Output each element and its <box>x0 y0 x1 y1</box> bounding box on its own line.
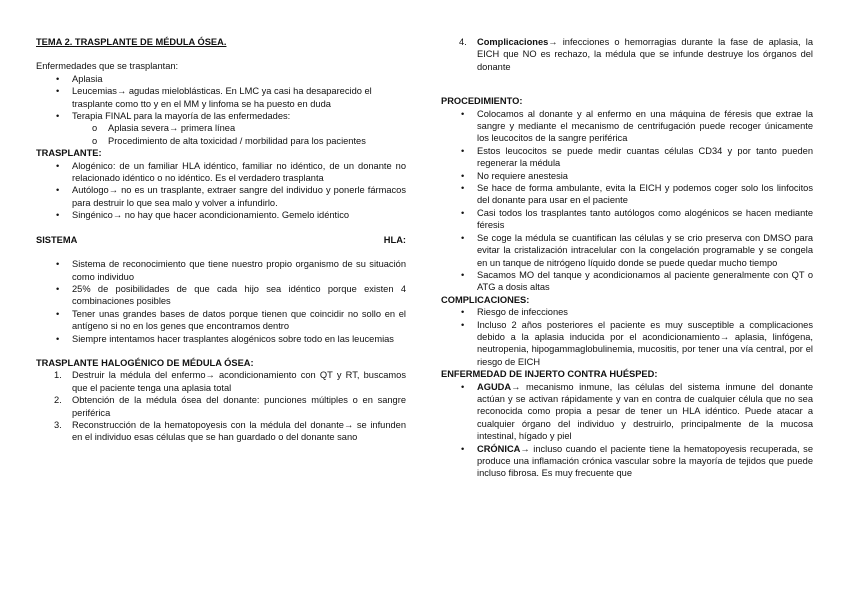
list-item: • Terapia FINAL para la mayoría de las enfermedades: <box>36 110 406 122</box>
list-item: • Riesgo de infecciones <box>441 306 813 318</box>
diseases-list <box>36 73 406 123</box>
list-item: • Siempre intentamos hacer trasplantes alogénicos sobre todo en las leucemias <box>36 333 406 345</box>
list-item: • Se hace de forma ambulante, evita la EICH y podemos coger solo los linfocitos del donante para usar en el paciente <box>441 182 813 207</box>
step-label: Complicaciones→ <box>477 37 558 47</box>
step-number: 2. <box>54 395 62 406</box>
step-number: 4. <box>459 37 467 47</box>
sistema-heading-left: SISTEMA <box>36 234 78 245</box>
procedimiento-list <box>441 108 813 294</box>
step-number: 3. <box>54 419 62 430</box>
eich-label: AGUDA→ <box>477 381 521 392</box>
document-title: TEMA 2. TRASPLANTE DE MÉDULA ÓSEA. <box>36 37 227 47</box>
step-number: 1. <box>54 370 62 381</box>
list-item: • Se coge la médula se cuantifican las células y se crio preserva con DMSO para evitar la cristalización intracelular con la congelación programable y se congela en un tanque de nitrógeno líquido donde se puede quedar mucho tiempo <box>441 232 813 269</box>
right-column <box>441 36 813 480</box>
complicaciones-list <box>441 306 813 368</box>
trasplante-heading: TRASPLANTE: <box>36 148 102 159</box>
eich-list <box>441 381 813 480</box>
list-item: • Alogénico: de un familiar HLA idéntico, familiar no idéntico, de un donante no relacionado idéntico o no idéntico. Es el verdadero trasplanta <box>36 160 406 185</box>
therapy-sublist <box>36 122 406 147</box>
list-item: • Autólogo→ no es un trasplante, extraer sangre del individuo y ponerle fármacos para destruir lo que sea malo y volver a infundirlo. <box>36 184 406 209</box>
list-item <box>36 394 406 419</box>
list-item <box>36 419 406 444</box>
left-column <box>36 36 406 444</box>
list-item <box>36 369 406 394</box>
step-text: Reconstrucción de la hematopoyesis con la médula del donante→ se infunden en el individuo esas células que se han guardado o del donante sano <box>72 419 406 443</box>
trasplante-list <box>36 160 406 222</box>
procedimiento-heading: PROCEDIMIENTO: <box>441 96 523 107</box>
list-item: o Aplasia severa→ primera línea <box>36 122 406 134</box>
step-text: Obtención de la médula ósea del donante: punciones múltiples o en sangre periférica <box>72 395 406 418</box>
list-item: • Casi todos los trasplantes tanto autólogos como alogénicos se hacen mediante féresis <box>441 207 813 232</box>
sistema-hla-heading <box>36 234 406 246</box>
eich-heading: ENFERMEDAD DE INJERTO CONTRA HUÉSPED: <box>441 369 658 380</box>
list-item: • Aplasia <box>36 73 406 85</box>
list-item <box>441 381 813 443</box>
list-item: • Sacamos MO del tanque y acondicionamos al paciente generalmente con QT o ATG a dosis altas <box>441 269 813 294</box>
halogenico-heading: TRASPLANTE HALOGÉNICO DE MÉDULA ÓSEA: <box>36 357 254 368</box>
list-item: o Procedimiento de alta toxicidad / morbilidad para los pacientes <box>36 135 406 147</box>
diseases-intro: Enfermedades que se trasplantan: <box>36 61 179 72</box>
sistema-list <box>36 258 406 345</box>
halogenico-steps <box>36 369 406 443</box>
step-text: infecciones o hemorragias durante la fase de aplasia, la EICH que NO es rechazo, la médula que se infunde destruye los órganos del donante <box>477 37 813 72</box>
eich-label: CRÓNICA→ <box>477 443 530 454</box>
list-item: • Incluso 2 años posteriores el paciente es muy susceptible a complicaciones debido a la aplasia inducida por el acondicionamiento→ aplasia, linfógena, neutropenia, hipogammaglobulinemia, mucositis, por tener una vía central, por el riesgo de EICH <box>441 319 813 369</box>
complicaciones-heading: COMPLICACIONES: <box>441 294 530 305</box>
list-item: • Sistema de reconocimiento que tiene nuestro propio organismo de su situación como individuo <box>36 258 406 283</box>
step-text: Destruir la médula del enfermo→ acondicionamiento con QT y RT, buscamos que el paciente tenga una aplasia total <box>72 370 406 393</box>
list-item: • No requiere anestesia <box>441 170 813 182</box>
halogenico-steps-continued <box>441 36 813 73</box>
list-item: • Singénico→ no hay que hacer acondicionamiento. Gemelo idéntico <box>36 209 406 221</box>
list-item: • Estos leucocitos se puede medir cuantas células CD34 y por tanto pueden regenerar la médula <box>441 145 813 170</box>
list-item: • Tener unas grandes bases de datos porque tienen que coincidir no sollo en el antígeno si no en los genes que encontramos dentro <box>36 308 406 333</box>
eich-text: mecanismo inmune, las células del sistema inmune del donante actúan y se activan rápidamente y van en contra de cualquier célula que no sea reconocida como propia a pesar de tener un HLA idéntico. Puede atacar a cualquier órgano del individuo y destruirlo, principalmente de la mucosa intestinal, hígado y piel <box>477 381 813 442</box>
list-item <box>441 443 813 480</box>
list-item <box>441 36 813 73</box>
sistema-heading-right: HLA: <box>383 234 406 245</box>
list-item: • 25% de posibilidades de que cada hijo sea idéntico porque existen 4 combinaciones posibles <box>36 283 406 308</box>
list-item: • Colocamos al donante y al enfermo en una máquina de féresis que extrae la sangre y mediante el mecanismo de centrifugación puede recoger únicamente los leucocitos de la sangre periférica <box>441 108 813 145</box>
eich-text: incluso cuando el paciente tiene la hematopoyesis recuperada, se produce una inflamación crónica vascular sobre la mayoría de tejidos que puede incluso fibrosa. Es muy frecuente que <box>477 443 813 479</box>
list-item: • Leucemias→ agudas mieloblásticas. En LMC ya casi ha desaparecido el trasplante como tto y en el MM y linfoma se ha puesto en duda <box>36 85 406 110</box>
